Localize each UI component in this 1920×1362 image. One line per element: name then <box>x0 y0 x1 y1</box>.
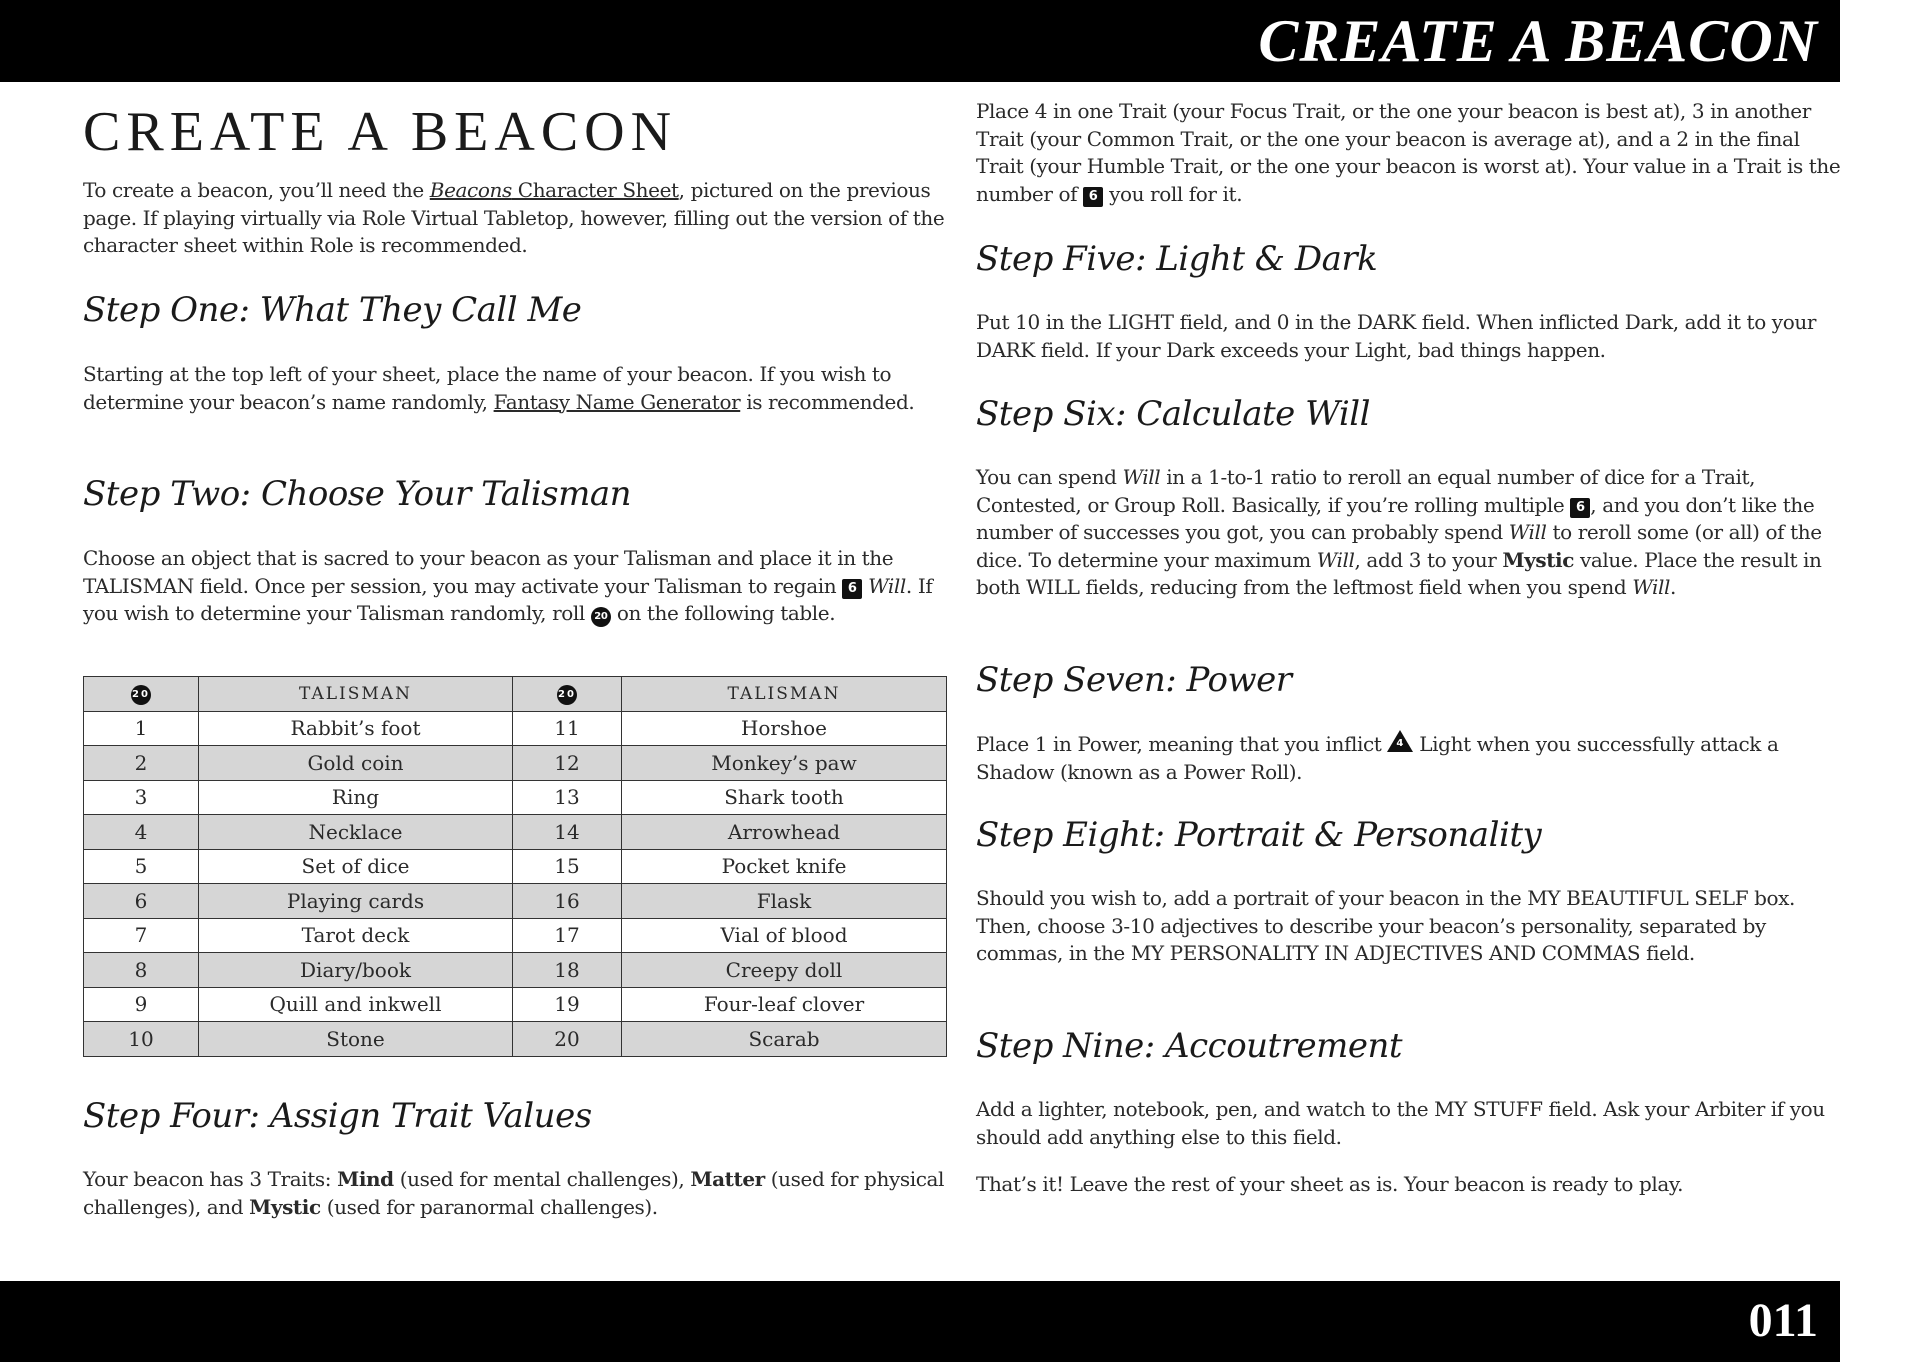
roll-cell: 15 <box>513 849 622 884</box>
table-row <box>84 918 947 953</box>
mystic-term: Mystic <box>249 1194 321 1219</box>
d20-column-header <box>84 677 199 712</box>
page-number: 011 <box>1748 1294 1818 1347</box>
step-one-text-a: Starting at the top left of your sheet, place the name of your beacon. If you wish to determine your beacon’s name randomly, <box>83 362 892 414</box>
step-six-text-f: value. Place the result in both WILL fields, reducing from the leftmost field when you spend <box>976 547 1822 599</box>
table-row <box>84 884 947 919</box>
step-four-heading: Step Four: Assign Trait Values <box>83 1096 592 1136</box>
talisman-cell: Stone <box>199 1022 513 1057</box>
roll-cell: 16 <box>513 884 622 919</box>
character-sheet-link-text: Character Sheet <box>511 178 679 202</box>
header-title: CREATE A BEACON <box>1258 8 1818 74</box>
step-six-heading: Step Six: Calculate Will <box>976 394 1371 434</box>
roll-cell: 17 <box>513 918 622 953</box>
intro-text-end: , pictured on the previous page. If playing virtually via Role Virtual Tabletop, however, filling out the version of the character sheet within Role is recommended. <box>83 178 945 257</box>
talisman-cell: Necklace <box>199 815 513 850</box>
step-seven-text-b: Light when you successfully attack a Shadow (known as a Power Roll). <box>976 732 1779 784</box>
table-row <box>84 849 947 884</box>
step-nine-heading: Step Nine: Accoutrement <box>976 1026 1403 1066</box>
closing-text: That’s it! Leave the rest of your sheet as is. Your beacon is ready to play. <box>976 1172 1684 1196</box>
step-two-text-a: Choose an object that is sacred to your beacon as your Talisman and place it in the TALISMAN field. Once per session, you may activate your Talisman to regain <box>83 546 894 598</box>
talisman-cell: Monkey’s paw <box>622 746 947 781</box>
talisman-cell: Vial of blood <box>622 918 947 953</box>
roll-cell: 20 <box>513 1022 622 1057</box>
d20-icon: 20 <box>131 685 151 705</box>
d20-icon: 20 <box>557 685 577 705</box>
d6-icon: 6 <box>1570 498 1590 518</box>
roll-cell: 18 <box>513 953 622 988</box>
roll-cell: 2 <box>84 746 199 781</box>
mind-term: Mind <box>337 1167 394 1191</box>
will-term: Will <box>1632 575 1670 599</box>
step-six-text-b: in a 1-to-1 ratio to reroll an equal number of dice for a Trait, Contested, or Group Roll. Basically, if you’re rolling multiple <box>976 465 1756 517</box>
step-six-text <box>976 464 1842 602</box>
d6-icon: 6 <box>1083 187 1103 207</box>
table-row <box>84 780 947 815</box>
will-term: Will <box>1122 465 1161 489</box>
page-title: CREATE A BEACON <box>83 101 678 163</box>
table-row <box>84 711 947 746</box>
talisman-cell: Horshoe <box>622 711 947 746</box>
fantasy-name-generator-link[interactable]: Fantasy Name Generator <box>493 389 741 414</box>
will-term: Will <box>1508 520 1547 544</box>
step-eight-text: Should you wish to, add a portrait of your beacon in the MY BEAUTIFUL SELF box. Then, choose 3-10 adjectives to describe your beacon’s personality, separated by commas, in the MY PERSONALITY IN ADJECTIVES AND COMMAS field. <box>976 886 1796 965</box>
step-six-text-d: to reroll some (or all) of the dice. To determine your maximum <box>976 520 1822 572</box>
roll-cell: 9 <box>84 987 199 1022</box>
step-five-text: Put 10 in the LIGHT field, and 0 in the DARK field. When inflicted Dark, add it to your DARK field. If your Dark exceeds your Light, bad things happen. <box>976 310 1816 362</box>
roll-cell: 19 <box>513 987 622 1022</box>
talisman-cell: Ring <box>199 780 513 815</box>
step-six-text-c: , and you don’t like the number of successes you got, you can probably spend <box>976 492 1815 544</box>
talisman-cell: Playing cards <box>199 884 513 919</box>
step-six-text-a: You can spend <box>976 465 1123 489</box>
step-one-heading: Step One: What They Call Me <box>83 290 582 330</box>
table-row <box>84 987 947 1022</box>
roll-cell: 8 <box>84 953 199 988</box>
intro-text: To create a beacon, you’ll need the <box>83 178 430 202</box>
talisman-cell: Four-leaf clover <box>622 987 947 1022</box>
character-sheet-link-italic: Beacons <box>429 178 512 202</box>
step-six-text-g: . <box>1670 575 1676 599</box>
roll-cell: 7 <box>84 918 199 953</box>
step-seven-text-a: Place 1 in Power, meaning that you inflict <box>976 732 1388 756</box>
step-one-text <box>83 361 945 416</box>
roll-cell: 6 <box>84 884 199 919</box>
roll-cell: 14 <box>513 815 622 850</box>
step-four-cont-b: you roll for it. <box>1109 181 1243 206</box>
talisman-cell: Arrowhead <box>622 815 947 850</box>
talisman-cell: Creepy doll <box>622 953 947 988</box>
talisman-cell: Tarot deck <box>199 918 513 953</box>
roll-cell: 13 <box>513 780 622 815</box>
talisman-cell: Pocket knife <box>622 849 947 884</box>
will-term: Will <box>868 573 906 598</box>
step-four-text-c: (used for physical challenges), and <box>83 1167 945 1219</box>
talisman-cell: Rabbit’s foot <box>199 711 513 746</box>
talisman-cell: Diary/book <box>199 953 513 988</box>
step-four-continued-text <box>976 98 1842 208</box>
step-seven-text <box>976 730 1842 786</box>
table-header-row <box>84 677 947 712</box>
step-four-cont-a: Place 4 in one Trait (your Focus Trait, or the one your beacon is best at), 3 in another Trait (your Common Trait, or the one your beacon is average at), and a 2 in the final Trait (your Humble Trait, or the one your beacon is worst at). Your value in a Trait is the number of <box>976 99 1841 206</box>
step-four-text-a: Your beacon has 3 Traits: <box>83 1167 338 1191</box>
step-seven-heading: Step Seven: Power <box>976 660 1292 700</box>
step-six-text-e: , add 3 to your <box>1354 547 1503 572</box>
d20-column-header <box>513 677 622 712</box>
mystic-term: Mystic <box>1502 547 1575 572</box>
roll-cell: 4 <box>84 815 199 850</box>
step-two-text-b: . If you wish to determine your Talisman randomly, roll <box>83 573 933 625</box>
roll-cell: 11 <box>513 711 622 746</box>
step-one-text-b: is recommended. <box>740 389 915 414</box>
matter-term: Matter <box>690 1167 765 1191</box>
d6-icon: 6 <box>842 579 862 599</box>
step-two-text <box>83 545 945 628</box>
step-four-text <box>83 1166 958 1221</box>
step-five-heading: Step Five: Light & Dark <box>976 239 1378 279</box>
will-term: Will <box>1316 547 1355 572</box>
table-row <box>84 815 947 850</box>
talisman-cell: Flask <box>622 884 947 919</box>
table-row <box>84 746 947 781</box>
header-bar <box>0 0 1840 82</box>
talisman-cell: Quill and inkwell <box>199 987 513 1022</box>
roll-cell: 5 <box>84 849 199 884</box>
d4-icon <box>1387 730 1413 752</box>
roll-cell: 10 <box>84 1022 199 1057</box>
intro-paragraph <box>83 177 945 260</box>
talisman-cell: Gold coin <box>199 746 513 781</box>
talisman-column-header: TALISMAN <box>199 677 513 712</box>
talisman-cell: Shark tooth <box>622 780 947 815</box>
table-row <box>84 953 947 988</box>
roll-cell: 3 <box>84 780 199 815</box>
step-two-heading: Step Two: Choose Your Talisman <box>83 474 632 514</box>
step-two-text-c: on the following table. <box>610 601 836 625</box>
step-four-text-b: (used for mental challenges), <box>393 1167 691 1191</box>
talisman-column-header: TALISMAN <box>622 677 947 712</box>
footer-bar <box>0 1281 1840 1362</box>
table-row <box>84 1022 947 1057</box>
step-eight-heading: Step Eight: Portrait & Personality <box>976 815 1542 855</box>
roll-cell: 1 <box>84 711 199 746</box>
talisman-table <box>83 676 947 1057</box>
talisman-cell: Scarab <box>622 1022 947 1057</box>
d4-icon-label: 4 <box>1396 738 1403 749</box>
roll-cell: 12 <box>513 746 622 781</box>
step-nine-text: Add a lighter, notebook, pen, and watch to the MY STUFF field. Ask your Arbiter if you should add anything else to this field. <box>976 1097 1825 1149</box>
character-sheet-link[interactable] <box>430 178 679 202</box>
step-four-text-d: (used for paranormal challenges). <box>320 1194 658 1219</box>
d20-icon: 20 <box>591 607 611 627</box>
talisman-cell: Set of dice <box>199 849 513 884</box>
